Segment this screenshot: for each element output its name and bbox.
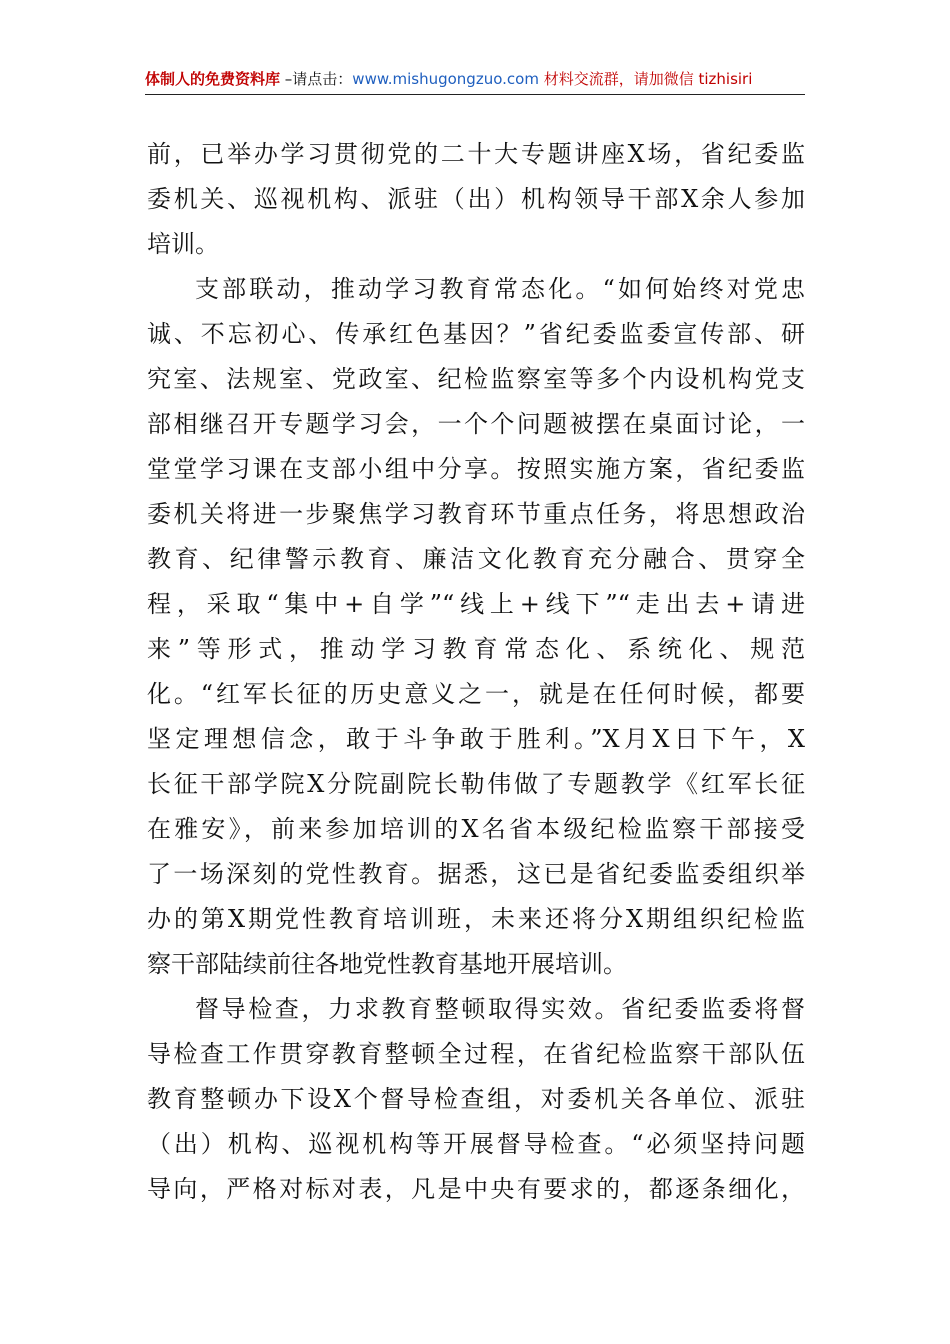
text-line: 培训。 (147, 230, 219, 258)
text-line: 导检查工作贯穿教育整顿全过程，在省纪检监察干部队伍 (147, 1040, 805, 1068)
text-line: 导向，严格对标对表，凡是中央有要求的，都逐条细化， (147, 1175, 805, 1203)
text-line: 委机关将进一步聚焦学习教育环节重点任务，将思想政治 (147, 500, 805, 528)
text-line: 程，采取“集中+自学”“线上+线下”“走出去+请进 (147, 590, 805, 618)
text-line: （出）机构、巡视机构等开展督导检查。“必须坚持问题 (147, 1130, 805, 1158)
text-line: 在雅安》，前来参加培训的X名省本级纪检监察干部接受 (147, 815, 805, 843)
paragraph-start-line: 支部联动，推动学习教育常态化。“如何始终对党忠 (195, 275, 805, 303)
text-line: 诚、不忘初心、传承红色基因？”省纪委监委宣传部、研 (147, 320, 805, 348)
header-divider (145, 94, 805, 95)
text-line: 委机关、巡视机构、派驻（出）机构领导干部X余人参加 (147, 185, 805, 213)
document-body (147, 132, 805, 1212)
header-prompt: –请点击： (280, 70, 353, 88)
text-line: 化。“红军长征的历史意义之一，就是在任何时候，都要 (147, 680, 805, 708)
text-line: 前，已举办学习贯彻党的二十大专题讲座X场，省纪委监 (147, 140, 805, 168)
text-line: 部相继召开专题学习会，一个个问题被摆在桌面讨论，一 (147, 410, 805, 438)
header-contact: 材料交流群，请加微信 tizhisiri (538, 70, 753, 88)
text-line: 察干部陆续前往各地党性教育基地开展培训。 (147, 950, 627, 978)
text-line: 了一场深刻的党性教育。据悉，这已是省纪委监委组织举 (147, 860, 805, 888)
text-line: 坚定理想信念，敢于斗争敢于胜利。”X月X日下午，X (147, 725, 805, 753)
text-line: 长征干部学院X分院副院长勒伟做了专题教学《红军长征 (147, 770, 805, 798)
text-line: 办的第X期党性教育培训班，未来还将分X期组织纪检监 (147, 905, 805, 933)
text-line: 堂堂学习课在支部小组中分享。按照实施方案，省纪委监 (147, 455, 805, 483)
page-header (145, 64, 805, 94)
paragraph-start-line: 督导检查，力求教育整顿取得实效。省纪委监委将督 (195, 995, 805, 1023)
header-link[interactable]: www.mishugongzuo.com (352, 70, 539, 88)
text-line: 教育、纪律警示教育、廉洁文化教育充分融合、贯穿全 (147, 545, 805, 573)
text-line: 教育整顿办下设X个督导检查组，对委机关各单位、派驻 (147, 1085, 805, 1113)
header-brand: 体制人的免费资料库 (145, 70, 281, 88)
text-line: 来”等形式，推动学习教育常态化、系统化、规范 (147, 635, 805, 663)
text-line: 究室、法规室、党政室、纪检监察室等多个内设机构党支 (147, 365, 805, 393)
